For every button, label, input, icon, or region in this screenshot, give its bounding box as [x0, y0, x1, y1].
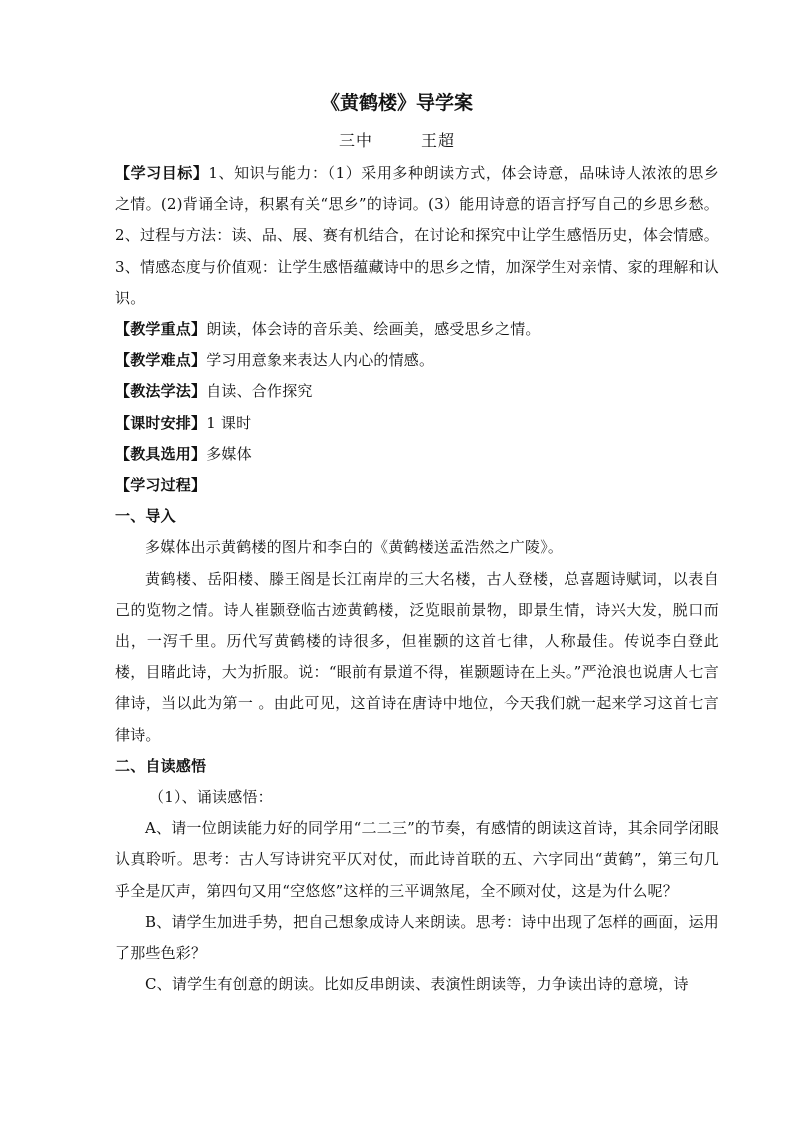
process-label: 【学习过程】 — [115, 476, 207, 495]
objectives-text: 1、知识与能力：（1）采用多种朗读方式，体会诗意，品味诗人浓浓的思乡之情。(2)背诵全诗，积累有关“思乡”的诗词。(3）能用诗意的语言抒写自己的乡思乡愁。2、过程与方法：读、品、展、赛有机结合，在讨论和探究中让学生感悟历史，体会情感。3、情感态度与价值观：让学生感悟蕴藏诗中的思乡之情，加深学生对亲情、家的理解和认识。 — [115, 164, 720, 307]
section-2-subheading: （1）、诵读感悟： — [149, 788, 273, 807]
schedule-label: 【课时安排】 — [115, 413, 207, 432]
difficulty-paragraph — [115, 345, 719, 376]
tools-text: 多媒体 — [206, 444, 252, 463]
document-body — [115, 158, 719, 1000]
objectives-paragraph — [115, 158, 719, 314]
difficulty-text: 学习用意象来表达人内心的情感。 — [206, 351, 435, 370]
methods-text: 自读、合作探究 — [206, 382, 313, 401]
section-1-paragraph-1: 多媒体出示黄鹤楼的图片和李白的《黄鹤楼送孟浩然之广陵》。 — [145, 538, 564, 557]
section-2-item-c: C、请学生有创意的朗读。比如反串朗读、表演性朗读等，力争读出诗的意境，诗 — [145, 975, 689, 994]
author-school: 三中 — [338, 131, 373, 150]
author-line — [0, 128, 794, 151]
tools-label: 【教具选用】 — [115, 444, 207, 463]
schedule-text: 1 课时 — [206, 413, 252, 432]
tools-paragraph — [115, 439, 719, 470]
objectives-label: 【学习目标】 — [115, 164, 209, 182]
process-paragraph — [115, 470, 719, 501]
page-title: 《黄鹤楼》导学案 — [320, 92, 473, 114]
key-point-paragraph — [115, 314, 719, 345]
methods-paragraph — [115, 376, 719, 407]
author-name: 王超 — [421, 131, 456, 150]
key-point-label: 【教学重点】 — [115, 320, 207, 339]
section-2-heading: 二、自读感悟 — [115, 756, 207, 775]
difficulty-label: 【教学难点】 — [115, 351, 207, 370]
key-point-text: 朗读，体会诗的音乐美、绘画美，感受思乡之情。 — [206, 320, 541, 339]
section-2-item-b: B、请学生加进手势，把自己想象成诗人来朗读。思考：诗中出现了怎样的画面，运用了那些色彩？ — [115, 912, 719, 963]
schedule-paragraph — [115, 408, 719, 439]
section-1-heading: 一、导入 — [115, 507, 176, 526]
section-2-item-a: A、请一位朗读能力好的同学用“二二三”的节奏，有感情的朗读这首诗，其余同学闭眼认真聆听。思考：古人写诗讲究平仄对仗，而此诗首联的五、六字同出“黄鹤”，第三句几乎全是仄声，第四句又用“空悠悠”这样的三平调煞尾，全不顾对仗，这是为什么呢？ — [115, 819, 719, 900]
methods-label: 【教法学法】 — [115, 382, 207, 401]
section-1-paragraph-2: 黄鹤楼、岳阳楼、滕王阁是长江南岸的三大名楼，古人登楼，总喜题诗赋词，以表自己的览物之情。诗人崔颢登临古迹黄鹤楼，泛览眼前景物，即景生情，诗兴大发，脱口而出，一泻千里。历代写黄鹤楼的诗很多，但崔颢的这首七律，人称最佳。传说李白登此楼，目睹此诗，大为折服。说：“眼前有景道不得，崔颢题诗在上头。”严沧浪也说唐人七言律诗，当以此为第一 。由此可见，这首诗在唐诗中地位，今天我们就一起来学习这首七言律诗。 — [115, 569, 719, 744]
